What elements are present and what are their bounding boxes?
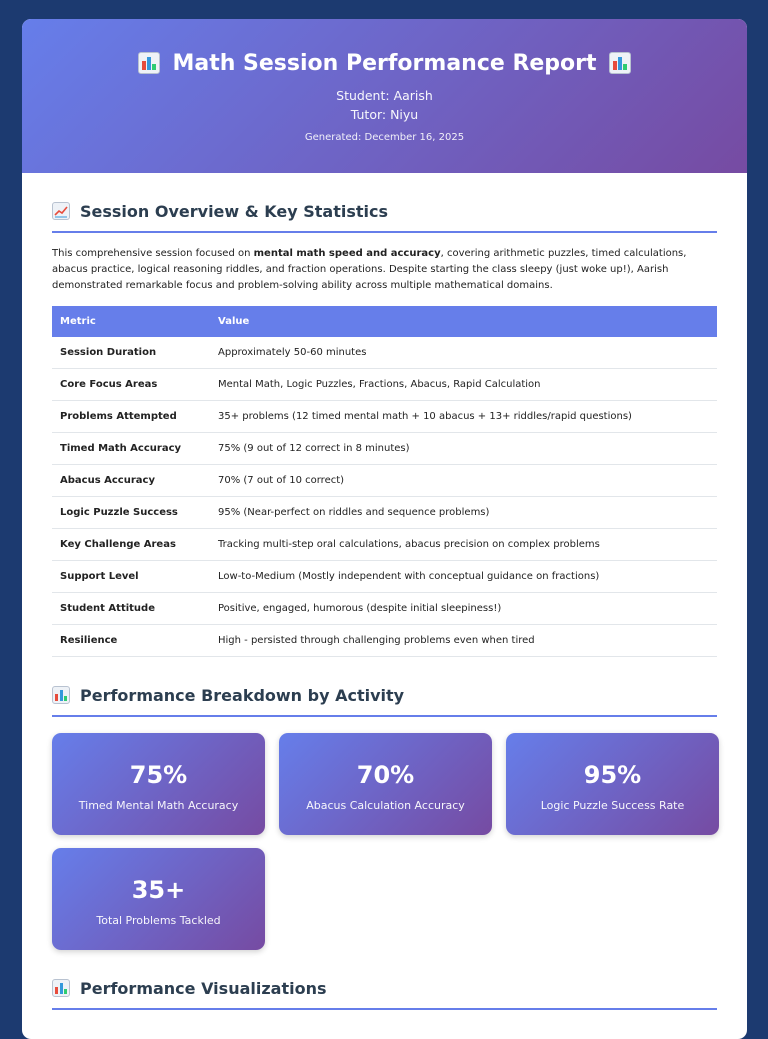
metrics-table — [52, 306, 717, 657]
metric-cell: Support Level — [52, 561, 210, 593]
bar-chart-icon — [52, 979, 70, 997]
table-row — [52, 561, 717, 593]
value-cell: 35+ problems (12 timed mental math + 10 abacus + 13+ riddles/rapid questions) — [210, 401, 717, 433]
metric-cell: Core Focus Areas — [52, 369, 210, 401]
metric-cell: Student Attitude — [52, 593, 210, 625]
stat-card — [279, 733, 492, 835]
table-row — [52, 529, 717, 561]
stat-card — [506, 733, 719, 835]
table-row — [52, 465, 717, 497]
column-header-metric: Metric — [52, 306, 210, 337]
table-header-row — [52, 306, 717, 337]
bar-chart-icon — [138, 52, 160, 74]
table-row — [52, 369, 717, 401]
report-title-row — [22, 49, 747, 77]
stat-card — [52, 848, 265, 950]
table-row — [52, 401, 717, 433]
breakdown-title-text: Performance Breakdown by Activity — [80, 685, 405, 705]
intro-emphasis: mental math speed and accuracy — [253, 248, 441, 259]
stat-card-value: 75% — [129, 761, 188, 789]
metric-cell: Session Duration — [52, 337, 210, 369]
overview-intro — [52, 246, 717, 294]
stat-card-value: 35+ — [131, 876, 186, 904]
overview-title-text: Session Overview & Key Statistics — [80, 201, 389, 221]
stat-card-value: 70% — [356, 761, 415, 789]
intro-text-rest: , covering arithmetic puzzles, timed calculations, abacus practice, logical reasoning riddles, and fraction operations. Despite starting the class sleepy (just woke up!), Aarish demonstrated remarkable focus and problem-solving ability across multiple mathematical domains. — [52, 248, 687, 291]
line-chart-icon — [52, 202, 70, 220]
metric-cell: Abacus Accuracy — [52, 465, 210, 497]
value-cell: Mental Math, Logic Puzzles, Fractions, Abacus, Rapid Calculation — [210, 369, 717, 401]
table-row — [52, 433, 717, 465]
value-cell: 95% (Near-perfect on riddles and sequence problems) — [210, 497, 717, 529]
stat-card-value: 95% — [583, 761, 642, 789]
value-cell: Positive, engaged, humorous (despite initial sleepiness!) — [210, 593, 717, 625]
visualizations-section-title — [52, 976, 717, 1010]
stat-card-label: Logic Puzzle Success Rate — [540, 799, 685, 812]
bar-chart-icon — [609, 52, 631, 74]
metric-cell: Problems Attempted — [52, 401, 210, 433]
overview-section-title — [52, 199, 717, 233]
stat-card — [52, 733, 265, 835]
stat-cards — [52, 733, 717, 950]
table-row — [52, 625, 717, 657]
student-name: Student: Aarish — [336, 88, 433, 103]
tutor-name: Tutor: Niyu — [350, 107, 419, 122]
breakdown-section-title — [52, 683, 717, 717]
visualizations-title-text: Performance Visualizations — [80, 978, 327, 998]
value-cell: Tracking multi-step oral calculations, abacus precision on complex problems — [210, 529, 717, 561]
report-page — [22, 19, 747, 1039]
stat-card-label: Total Problems Tackled — [96, 914, 221, 927]
metric-cell: Key Challenge Areas — [52, 529, 210, 561]
stat-card-label: Abacus Calculation Accuracy — [306, 799, 465, 812]
metric-cell: Resilience — [52, 625, 210, 657]
table-row — [52, 337, 717, 369]
value-cell: Low-to-Medium (Mostly independent with conceptual guidance on fractions) — [210, 561, 717, 593]
column-header-value: Value — [210, 306, 717, 337]
stat-card-label: Timed Mental Math Accuracy — [78, 799, 239, 812]
report-header — [22, 19, 747, 173]
value-cell: High - persisted through challenging problems even when tired — [210, 625, 717, 657]
value-cell: 75% (9 out of 12 correct in 8 minutes) — [210, 433, 717, 465]
report-title: Math Session Performance Report — [172, 50, 597, 76]
metric-cell: Logic Puzzle Success — [52, 497, 210, 529]
value-cell: 70% (7 out of 10 correct) — [210, 465, 717, 497]
report-content — [22, 199, 747, 1010]
table-row — [52, 497, 717, 529]
table-row — [52, 593, 717, 625]
intro-text: This comprehensive session focused on — [52, 248, 254, 259]
value-cell: Approximately 50-60 minutes — [210, 337, 717, 369]
metric-cell: Timed Math Accuracy — [52, 433, 210, 465]
generated-date: Generated: December 16, 2025 — [304, 132, 465, 143]
bar-chart-icon — [52, 686, 70, 704]
